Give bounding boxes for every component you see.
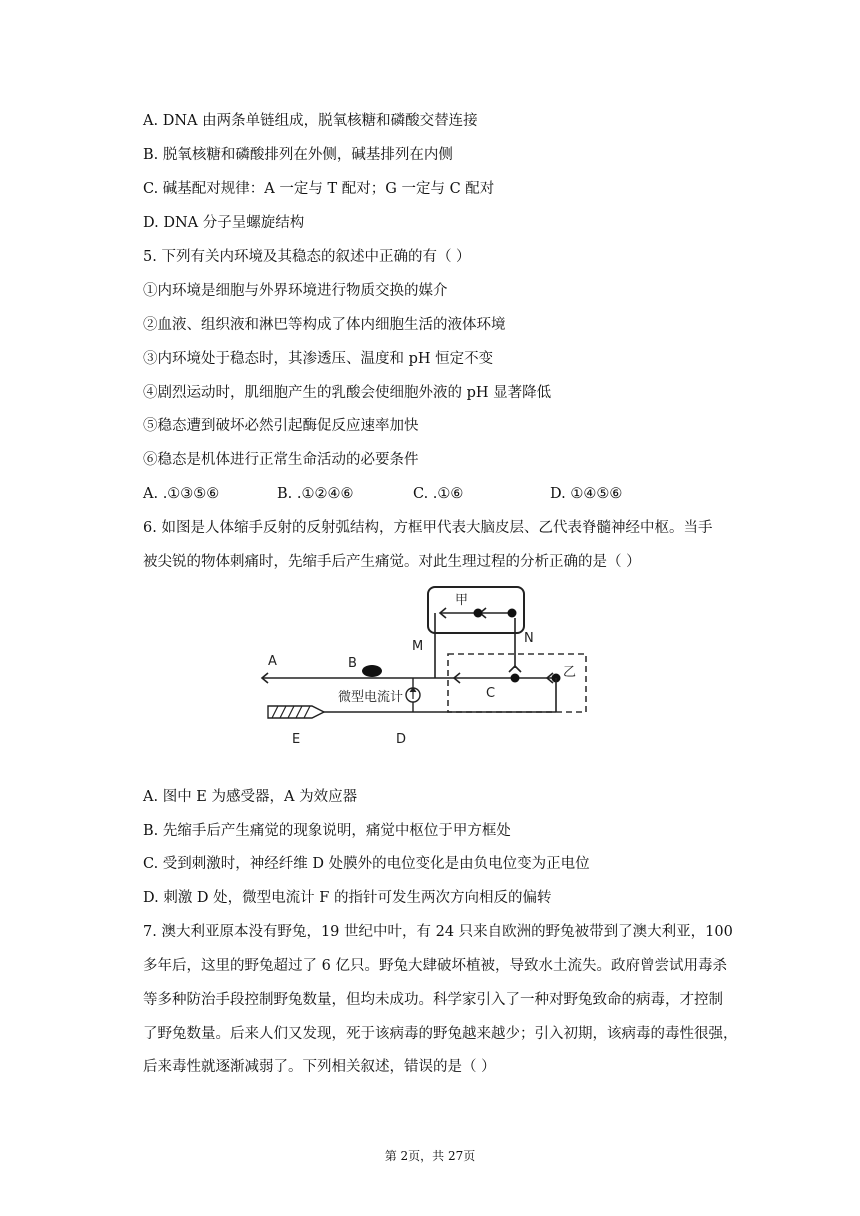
q4-option-a: A. DNA 由两条单链组成，脱氧核糖和磷酸交替连接	[143, 113, 478, 129]
q7-line: 多年后，这里的野兔超过了 6 亿只。野兔大肆破坏植被，导致水土流失。政府曾尝试用毒杀	[143, 958, 727, 974]
label-jia: 甲	[455, 593, 469, 608]
q7-line: 7. 澳大利亚原本没有野兔，19 世纪中叶，有 24 只来自欧洲的野兔被带到了澳大利亚，100	[143, 924, 733, 940]
q6-option-d: D. 刺激 D 处，微型电流计 F 的指针可发生两次方向相反的偏转	[143, 890, 552, 906]
q7-line: 了野兔数量。后来人们又发现，死于该病毒的野兔越来越少；引入初期，该病毒的毒性很强，	[143, 1026, 738, 1042]
q5-statement: ⑤稳态遭到破坏必然引起酶促反应速率加快	[143, 418, 419, 434]
q5-statement: ④剧烈运动时，肌细胞产生的乳酸会使细胞外液的 pH 显著降低	[143, 385, 552, 401]
label-c: C	[486, 686, 496, 701]
q4-option-b: B. 脱氧核糖和磷酸排列在外侧，碱基排列在内侧	[143, 147, 453, 163]
label-meter: 微型电流计	[338, 690, 404, 705]
q6-stem-line2: 被尖锐的物体刺痛时，先缩手后产生痛觉。对此生理过程的分析正确的是（ ）	[143, 554, 641, 570]
label-e: E	[292, 732, 301, 747]
label-b: B	[348, 656, 357, 671]
q4-option-c: C. 碱基配对规律：A 一定与 T 配对；G 一定与 C 配对	[143, 181, 495, 197]
q5-option-b: B. .①②④⑥	[277, 486, 354, 502]
q5-option-a: A. .①③⑤⑥	[143, 486, 220, 502]
q6-option-c: C. 受到刺激时，神经纤维 D 处膜外的电位变化是由负电位变为正电位	[143, 856, 590, 872]
q5-statement: ⑥稳态是机体进行正常生命活动的必要条件	[143, 452, 419, 468]
receptor-b	[362, 665, 382, 677]
label-d: D	[396, 732, 407, 747]
label-m: M	[412, 639, 424, 654]
yi-box	[448, 654, 586, 712]
q5-option-d: D. ①④⑤⑥	[550, 486, 623, 502]
q6-stem-line1: 6. 如图是人体缩手反射的反射弧结构，方框甲代表大脑皮层、乙代表脊髓神经中枢。当手	[143, 520, 713, 536]
q5-statement: ①内环境是细胞与外界环境进行物质交换的媒介	[143, 283, 448, 299]
q4-option-d: D. DNA 分子呈螺旋结构	[143, 215, 305, 231]
q7-line: 等多种防治手段控制野兔数量，但均未成功。科学家引入了一种对野兔致命的病毒，才控制	[143, 992, 723, 1008]
label-yi: 乙	[563, 665, 577, 680]
q5-option-c: C. .①⑥	[413, 486, 464, 502]
q6-option-a: A. 图中 E 为感受器，A 为效应器	[143, 789, 358, 805]
reflex-arc-diagram	[250, 580, 600, 755]
effector-e	[268, 706, 324, 718]
q5-statement: ②血液、组织液和淋巴等构成了体内细胞生活的液体环境	[143, 317, 506, 333]
q5-statement: ③内环境处于稳态时，其渗透压、温度和 pH 恒定不变	[143, 351, 494, 367]
q6-option-b: B. 先缩手后产生痛觉的现象说明，痛觉中枢位于甲方框处	[143, 823, 511, 839]
page-footer: 第 2页，共 27页	[384, 1149, 476, 1163]
q7-line: 后来毒性就逐渐减弱了。下列相关叙述，错误的是（ ）	[143, 1059, 496, 1075]
q5-stem: 5. 下列有关内环境及其稳态的叙述中正确的有（ ）	[143, 249, 471, 265]
label-n: N	[524, 631, 534, 646]
label-a: A	[268, 654, 277, 669]
